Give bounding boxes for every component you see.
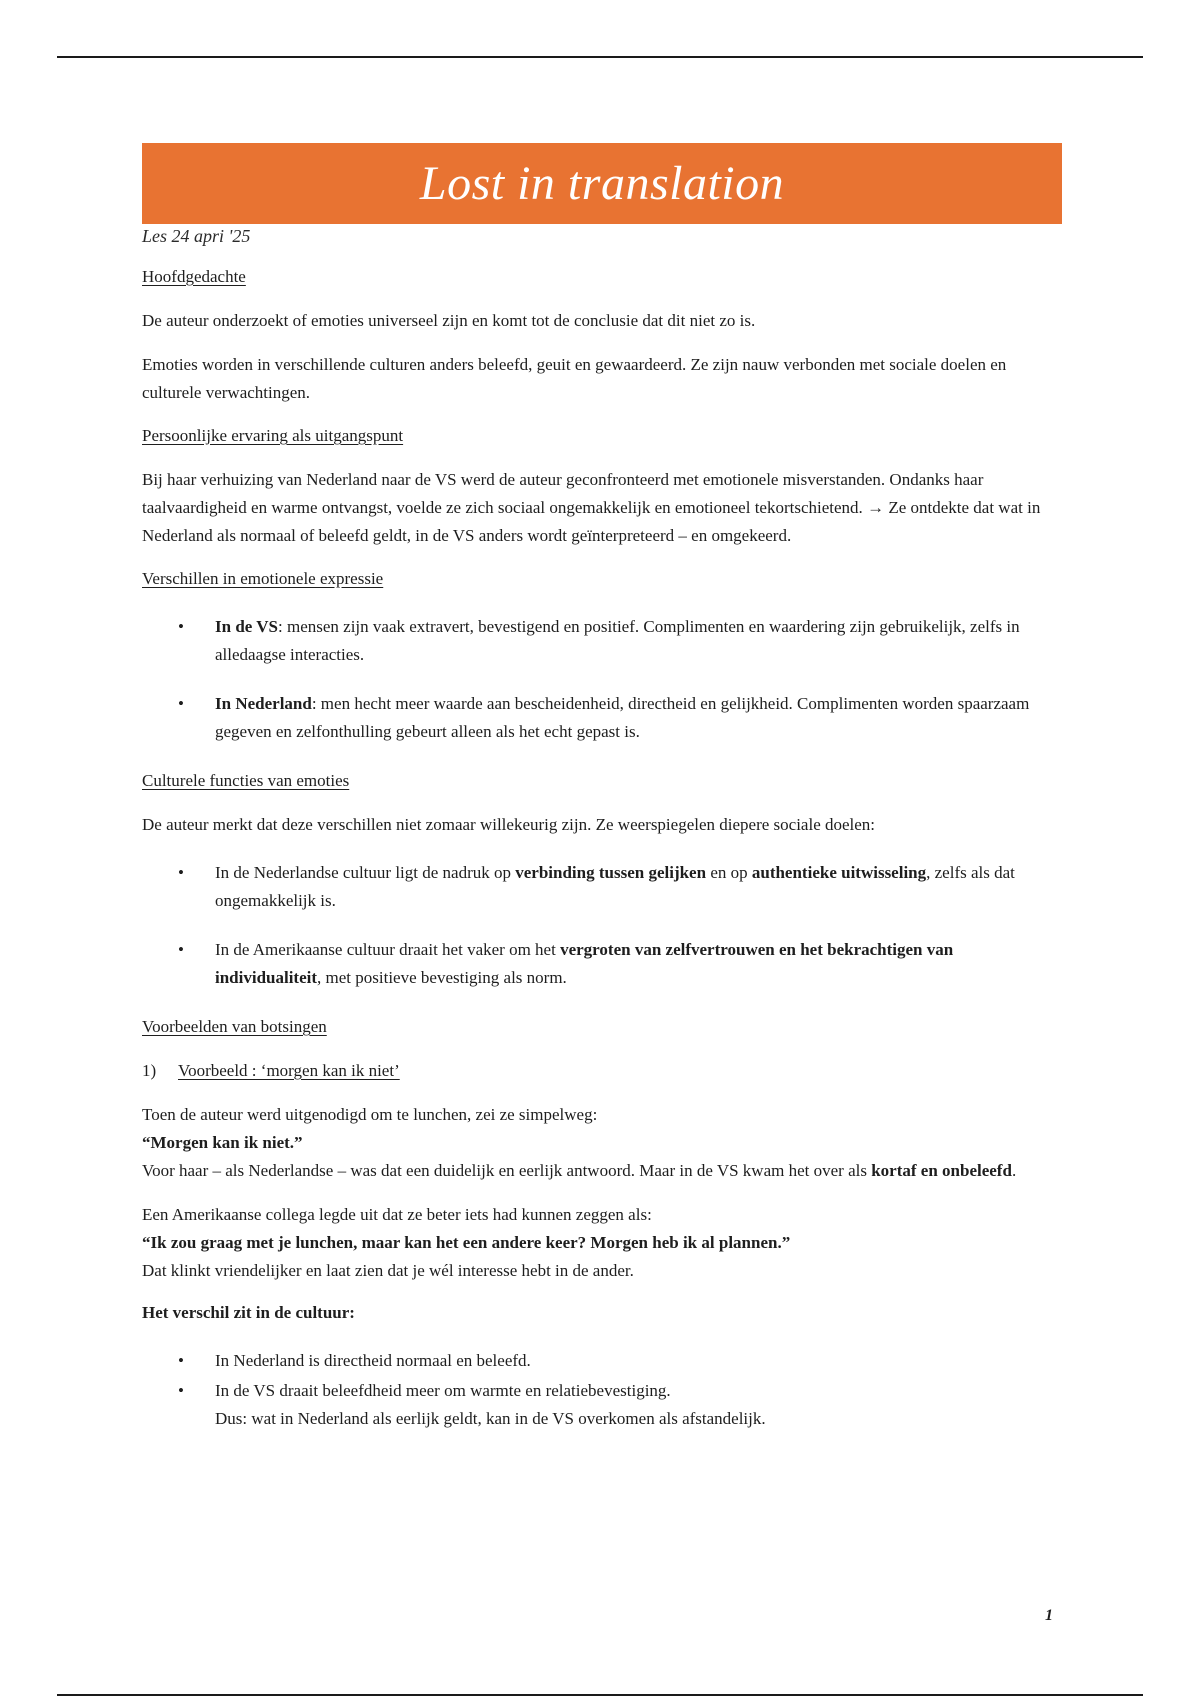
bullet-icon: •	[178, 617, 184, 636]
title-banner	[142, 143, 1062, 224]
heading-persoonlijke-ervaring: Persoonlijke ervaring als uitgangspunt	[142, 426, 404, 445]
list-item: • In de VS: mensen zijn vaak extravert, bevestigend en positief. Complimenten en waardering zijn gebruikelijk, zelfs in alledaagse interacties.	[142, 613, 1062, 669]
footer-rule	[57, 1694, 1143, 1696]
item-label: Voorbeeld : ‘morgen kan ik niet’	[178, 1061, 400, 1080]
arrow-icon: →	[867, 498, 885, 517]
paragraph: De auteur onderzoekt of emoties universeel zijn en komt tot de conclusie dat dit niet zo is.	[142, 311, 756, 330]
list-item: • In Nederland is directheid normaal en beleefd.	[142, 1347, 1062, 1375]
paragraph: Emoties worden in verschillende culturen anders beleefd, geuit en gewaardeerd. Ze zijn nauw verbonden met sociale doelen en culturele verwachtingen.	[142, 355, 1007, 402]
document-page	[142, 143, 1062, 1435]
list-item: • In de Nederlandse cultuur ligt de nadruk op verbinding tussen gelijken en op authentieke uitwisseling, zelfs als dat ongemakkelijk is.	[142, 859, 1062, 915]
list-item: • In de Amerikaanse cultuur draait het vaker om het vergroten van zelfvertrouwen en het bekrachtigen van individualiteit, met positieve bevestiging als norm.	[142, 936, 1062, 992]
bullet-icon: •	[178, 863, 184, 882]
bullet-icon: •	[178, 940, 184, 959]
heading-verschillen: Verschillen in emotionele expressie	[142, 569, 384, 588]
subheading: Het verschil zit in de cultuur:	[142, 1303, 355, 1322]
paragraph: Toen de auteur werd uitgenodigd om te lunchen, zei ze simpelweg: “Morgen kan ik niet.” Voor haar – als Nederlandse – was dat een duidelijk en eerlijk antwoord. Maar in de VS kwam het over als kortaf en onbeleefd.	[142, 1105, 1017, 1180]
lesson-date: Les 24 apri '25	[142, 226, 251, 246]
list-item: • In de VS draait beleefdheid meer om warmte en relatiebevestiging. Dus: wat in Nederland als eerlijk geldt, kan in de VS overkomen als afstandelijk.	[142, 1377, 1062, 1433]
bullet-list	[142, 859, 1062, 992]
bullet-list	[142, 613, 1062, 746]
heading-hoofdgedachte: Hoofdgedachte	[142, 267, 246, 286]
item-number: 1)	[142, 1061, 157, 1080]
bullet-icon: •	[178, 1351, 184, 1370]
bullet-list	[142, 1347, 1062, 1433]
heading-voorbeelden: Voorbeelden van botsingen	[142, 1017, 327, 1036]
paragraph: Een Amerikaanse collega legde uit dat ze beter iets had kunnen zeggen als: “Ik zou graag met je lunchen, maar kan het een andere keer? Morgen heb ik al plannen.” Dat klinkt vriendelijker en laat zien dat je wél interesse hebt in de ander.	[142, 1205, 791, 1280]
list-item: • In Nederland: men hecht meer waarde aan bescheidenheid, directheid en gelijkheid. Complimenten worden spaarzaam gegeven en zelfonthulling gebeurt alleen als het echt gepast is.	[142, 690, 1062, 746]
header-rule	[57, 56, 1143, 58]
quote: “Morgen kan ik niet.”	[142, 1133, 303, 1152]
bullet-icon: •	[178, 1381, 184, 1400]
page-number: 1	[1045, 1607, 1053, 1624]
quote: “Ik zou graag met je lunchen, maar kan het een andere keer? Morgen heb ik al plannen.”	[142, 1233, 791, 1252]
document-title: Lost in translation	[419, 156, 785, 210]
paragraph: De auteur merkt dat deze verschillen niet zomaar willekeurig zijn. Ze weerspiegelen diepere sociale doelen:	[142, 815, 876, 834]
paragraph: Bij haar verhuizing van Nederland naar de VS werd de auteur geconfronteerd met emotionele misverstanden. Ondanks haar taalvaardigheid en warme ontvangst, voelde ze zich sociaal ongemakkelijk en emotioneel tekortschietend. → Ze ontdekte dat wat in Nederland als normaal of beleefd geldt, in de VS anders wordt geïnterpreteerd – en omgekeerd.	[142, 470, 1041, 545]
numbered-item	[142, 1057, 1062, 1085]
heading-culturele-functies: Culturele functies van emoties	[142, 771, 350, 790]
bullet-icon: •	[178, 694, 184, 713]
